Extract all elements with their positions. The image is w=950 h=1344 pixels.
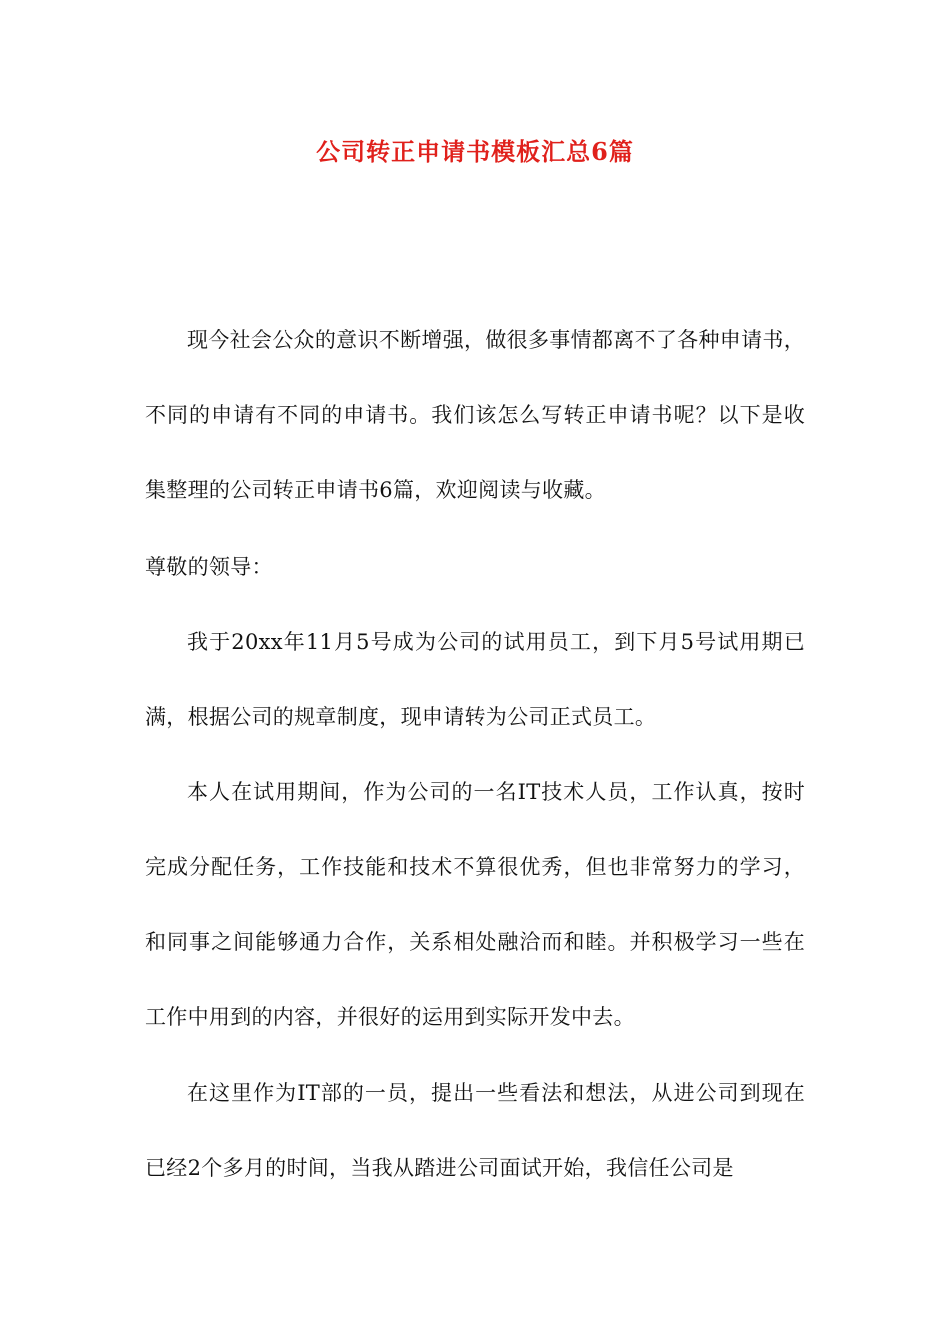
document-title: 公司转正申请书模板汇总6篇: [316, 137, 634, 166]
paragraph-opinions: 在这里作为IT部的一员，提出一些看法和想法，从进公司到现在已经2个多月的时间，当我从踏进公司面试开始，我信任公司是: [145, 1081, 805, 1180]
salutation: 尊敬的领导：: [145, 555, 273, 579]
paragraph-application: 我于20xx年11月5号成为公司的试用员工，到下月5号试用期已满，根据公司的规章制度，现申请转为公司正式员工。: [145, 630, 805, 729]
intro-paragraph: 现今社会公众的意识不断增强，做很多事情都离不了各种申请书，不同的申请有不同的申请书。我们该怎么写转正申请书呢？以下是收集整理的公司转正申请书6篇，欢迎阅读与收藏。: [145, 328, 805, 502]
paragraph-probation-performance: 本人在试用期间，作为公司的一名IT技术人员，工作认真，按时完成分配任务，工作技能和技术不算很优秀，但也非常努力的学习，和同事之间能够通力合作，关系相处融洽而和睦。并积极学习一些在工作中用到的内容，并很好的运用到实际开发中去。: [145, 780, 805, 1029]
